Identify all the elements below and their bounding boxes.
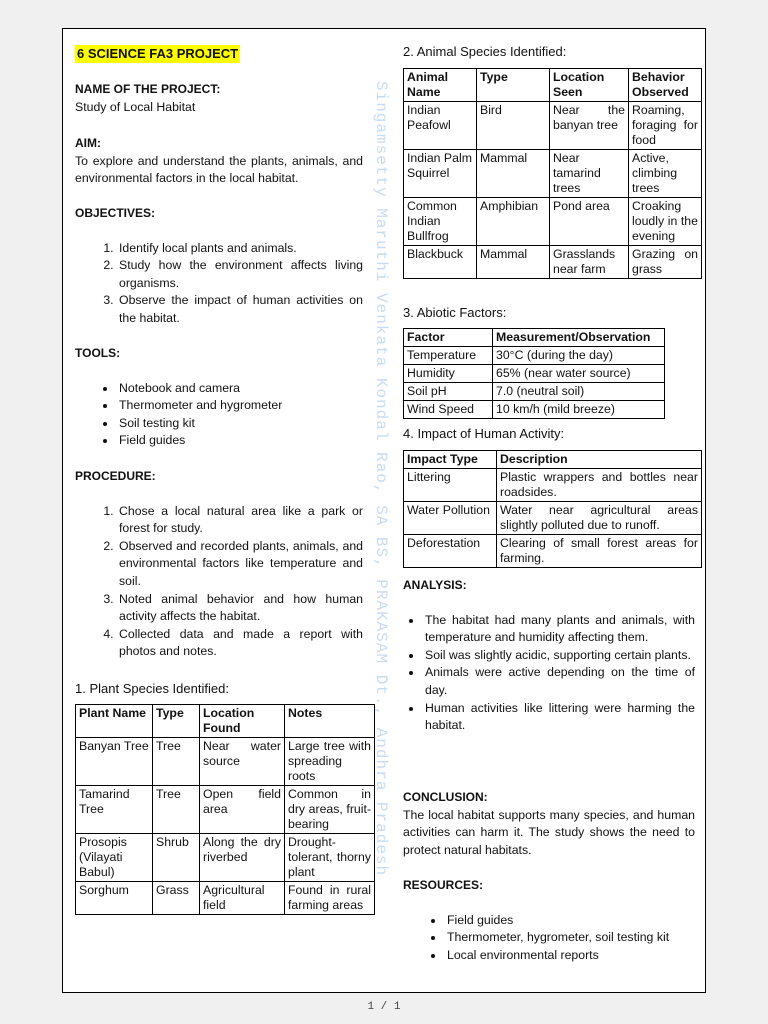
- table-cell: 10 km/h (mild breeze): [493, 401, 665, 419]
- objectives-section: [75, 205, 363, 328]
- table-header-row: [404, 451, 702, 469]
- table-cell: Large tree with spreading roots: [285, 738, 375, 786]
- table-cell: Pond area: [550, 198, 629, 246]
- table-header-row: [404, 329, 665, 347]
- table-cell: Near water source: [200, 738, 285, 786]
- analysis-item: • Human activities like littering were harming the habitat.: [423, 700, 695, 735]
- objective-item: 3. Observe the impact of human activities on the habitat.: [117, 292, 363, 327]
- column-header: Type: [153, 705, 200, 738]
- table-cell: Plastic wrappers and bottles near roadsides.: [497, 469, 702, 502]
- document-page: [62, 28, 706, 993]
- table-cell: Bird: [477, 102, 550, 150]
- column-header: Notes: [285, 705, 375, 738]
- procedure-label: PROCEDURE:: [75, 469, 156, 483]
- tools-label: TOOLS:: [75, 346, 121, 360]
- table-cell: Common in dry areas, fruit-bearing: [285, 786, 375, 834]
- procedure-section: [75, 468, 363, 661]
- procedure-item: 4. Collected data and made a report with photos and notes.: [117, 626, 363, 661]
- impact-table: [403, 450, 702, 568]
- column-header: Location Seen: [550, 69, 629, 102]
- table-cell: Water Pollution: [404, 502, 497, 535]
- resources-section: [403, 877, 695, 964]
- column-header: Factor: [404, 329, 493, 347]
- aim-label: AIM:: [75, 136, 101, 150]
- abiotic-heading: 3. Abiotic Factors:: [403, 305, 507, 320]
- analysis-label: ANALYSIS:: [403, 578, 467, 592]
- table-cell: 30°C (during the day): [493, 347, 665, 365]
- impact-heading: 4. Impact of Human Activity:: [403, 426, 565, 441]
- table-cell: Grasslands near farm: [550, 246, 629, 279]
- table-cell: Agricultural field: [200, 882, 285, 915]
- table-cell: Tree: [153, 786, 200, 834]
- table-row: [404, 150, 702, 198]
- table-row: [404, 383, 665, 401]
- analysis-item: • Animals were active depending on the time of day.: [423, 664, 695, 699]
- resources-label: RESOURCES:: [403, 878, 484, 892]
- abiotic-table: [403, 328, 665, 419]
- table-cell: Drought-tolerant, thorny plant: [285, 834, 375, 882]
- procedure-item: 2. Observed and recorded plants, animals, and environmental factors like temperature and soil.: [117, 538, 363, 591]
- project-value: Study of Local Habitat: [75, 99, 196, 114]
- conclusion-label: CONCLUSION:: [403, 790, 488, 804]
- resource-item: • Thermometer, hygrometer, soil testing kit: [445, 929, 695, 947]
- table-cell: Grazing on grass: [629, 246, 702, 279]
- page-number: 1 / 1: [367, 1001, 401, 1013]
- analysis-section: [403, 577, 695, 735]
- table-cell: Roaming, foraging for food: [629, 102, 702, 150]
- objective-item: 1. Identify local plants and animals.: [117, 240, 363, 258]
- tool-item: • Thermometer and hygrometer: [117, 397, 363, 415]
- conclusion-text: The local habitat supports many species, and human activities can harm it. The study shows the need to protect natural habitats.: [403, 807, 695, 857]
- table-row: [404, 365, 665, 383]
- table-cell: Humidity: [404, 365, 493, 383]
- table-row: [76, 834, 375, 882]
- table-row: [404, 102, 702, 150]
- column-header: Type: [477, 69, 550, 102]
- objectives-list: [75, 240, 363, 328]
- aim-section: [75, 135, 363, 188]
- conclusion-section: [403, 789, 695, 859]
- table-header-row: [404, 69, 702, 102]
- table-cell: Mammal: [477, 246, 550, 279]
- tools-section: [75, 345, 363, 450]
- table-cell: Indian Peafowl: [404, 102, 477, 150]
- tool-item: • Soil testing kit: [117, 415, 363, 433]
- table-cell: Wind Speed: [404, 401, 493, 419]
- table-row: [404, 246, 702, 279]
- table-cell: Near tamarind trees: [550, 150, 629, 198]
- resources-list: [403, 912, 695, 965]
- table-row: [404, 401, 665, 419]
- table-cell: Amphibian: [477, 198, 550, 246]
- procedure-list: [75, 503, 363, 661]
- table-cell: Prosopis (Vilayati Babul): [76, 834, 153, 882]
- table-cell: Banyan Tree: [76, 738, 153, 786]
- table-cell: Deforestation: [404, 535, 497, 568]
- table-cell: 7.0 (neutral soil): [493, 383, 665, 401]
- aim-text: To explore and understand the plants, animals, and environmental factors in the local habitat.: [75, 153, 363, 186]
- table-row: [76, 882, 375, 915]
- objectives-label: OBJECTIVES:: [75, 206, 156, 220]
- table-cell: Open field area: [200, 786, 285, 834]
- tools-list: [75, 380, 363, 450]
- table-cell: Shrub: [153, 834, 200, 882]
- plants-heading: 1. Plant Species Identified:: [75, 681, 229, 696]
- column-header: Plant Name: [76, 705, 153, 738]
- table-cell: Temperature: [404, 347, 493, 365]
- table-row: [76, 786, 375, 834]
- table-cell: Soil pH: [404, 383, 493, 401]
- animals-table: [403, 68, 702, 279]
- tool-item: • Notebook and camera: [117, 380, 363, 398]
- table-cell: Near the banyan tree: [550, 102, 629, 150]
- table-cell: Littering: [404, 469, 497, 502]
- column-header: Animal Name: [404, 69, 477, 102]
- resource-item: • Field guides: [445, 912, 695, 930]
- table-cell: Tamarind Tree: [76, 786, 153, 834]
- table-cell: Indian Palm Squirrel: [404, 150, 477, 198]
- document-title: 6 SCIENCE FA3 PROJECT: [77, 46, 239, 61]
- table-cell: Sorghum: [76, 882, 153, 915]
- column-header: Measurement/Observation: [493, 329, 665, 347]
- column-header: Location Found: [200, 705, 285, 738]
- table-row: [76, 738, 375, 786]
- column-header: Description: [497, 451, 702, 469]
- table-row: [404, 198, 702, 246]
- analysis-item: • Soil was slightly acidic, supporting certain plants.: [423, 647, 695, 665]
- table-cell: Mammal: [477, 150, 550, 198]
- table-cell: Common Indian Bullfrog: [404, 198, 477, 246]
- objective-item: 2. Study how the environment affects living organisms.: [117, 257, 363, 292]
- table-row: [404, 347, 665, 365]
- table-cell: Found in rural farming areas: [285, 882, 375, 915]
- table-cell: Active, climbing trees: [629, 150, 702, 198]
- table-header-row: [76, 705, 375, 738]
- table-cell: Croaking loudly in the evening: [629, 198, 702, 246]
- project-section: [75, 81, 363, 116]
- project-label: NAME OF THE PROJECT:: [75, 82, 221, 96]
- table-cell: 65% (near water source): [493, 365, 665, 383]
- table-row: [404, 535, 702, 568]
- procedure-item: 3. Noted animal behavior and how human activity affects the habitat.: [117, 591, 363, 626]
- watermark-text: Singamsetty Maruthi Venkata Kondal Rao, SA BS, PRAKASAM Dt., Andhra Pradesh: [372, 81, 390, 877]
- column-header: Behavior Observed: [629, 69, 702, 102]
- table-row: [404, 502, 702, 535]
- table-row: [404, 469, 702, 502]
- table-cell: Grass: [153, 882, 200, 915]
- table-cell: Blackbuck: [404, 246, 477, 279]
- table-cell: Clearing of small forest areas for farming.: [497, 535, 702, 568]
- resource-item: • Local environmental reports: [445, 947, 695, 965]
- plants-table: [75, 704, 375, 915]
- analysis-item: • The habitat had many plants and animals, with temperature and humidity affecting them.: [423, 612, 695, 647]
- table-cell: Along the dry riverbed: [200, 834, 285, 882]
- table-cell: Water near agricultural areas slightly polluted due to runoff.: [497, 502, 702, 535]
- tool-item: • Field guides: [117, 432, 363, 450]
- table-cell: Tree: [153, 738, 200, 786]
- analysis-list: [403, 612, 695, 735]
- column-header: Impact Type: [404, 451, 497, 469]
- animals-heading: 2. Animal Species Identified:: [403, 44, 567, 59]
- procedure-item: 1. Chose a local natural area like a park or forest for study.: [117, 503, 363, 538]
